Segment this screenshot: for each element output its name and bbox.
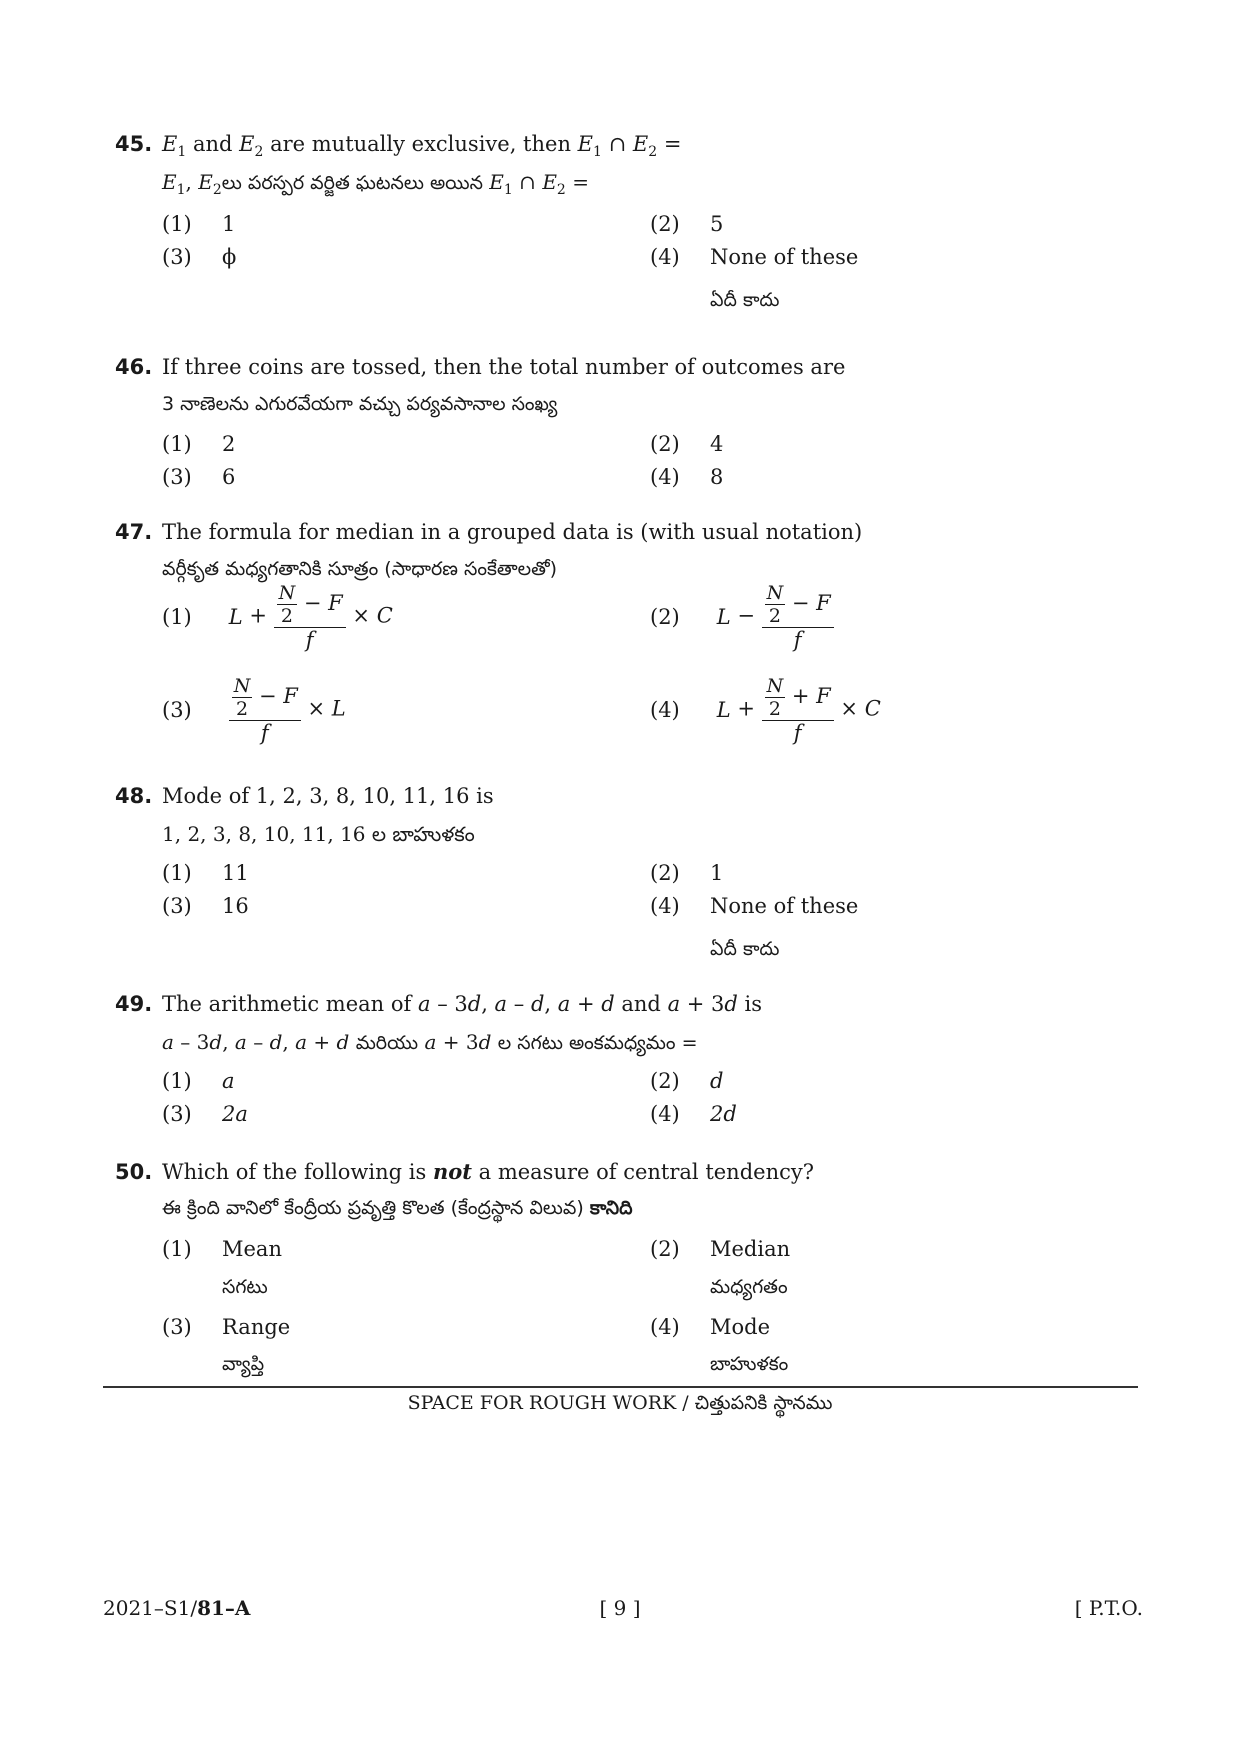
option-4-telugu: బాహుళకం [710, 1353, 789, 1375]
option-1[interactable]: (1) Mean [162, 1237, 282, 1261]
option-3[interactable]: (3) 2a [162, 1102, 248, 1126]
option-1[interactable]: (1) a [162, 1069, 235, 1093]
question-number: 45. [115, 132, 153, 156]
question-46-text: 46. If three coins are tossed, then the total number of outcomes are [115, 355, 846, 379]
question-49-text: 49. The arithmetic mean of a – 3d, a – d, a + d and a + 3d is [115, 992, 763, 1016]
page-number: [ 9 ] [599, 1596, 641, 1620]
paper-code: 2021–S1/81–A [103, 1596, 251, 1620]
option-2[interactable]: (2) Median [650, 1237, 791, 1261]
option-3[interactable]: (3) Range [162, 1315, 291, 1339]
option-4[interactable]: (4) None of these [650, 894, 859, 918]
option-2[interactable]: (2) 1 [650, 861, 724, 885]
question-number: 49. [115, 992, 153, 1016]
option-1[interactable]: (1) L + $\frac{N}{2}$ − F f × C [162, 582, 393, 652]
option-1[interactable]: (1) 11 [162, 861, 249, 885]
option-4[interactable]: (4) None of these [650, 245, 859, 269]
formula-fraction: $\frac{N}{2}$ + F f [762, 675, 834, 745]
option-2[interactable]: (2) d [650, 1069, 724, 1093]
option-3[interactable]: (3) 6 [162, 465, 236, 489]
option-4[interactable]: (4) 8 [650, 465, 724, 489]
divider-rule [103, 1386, 1138, 1388]
question-number: 50. [115, 1160, 153, 1184]
formula-fraction: $\frac{N}{2}$ − F f [274, 582, 346, 652]
option-2[interactable]: (2) 5 [650, 212, 724, 236]
question-47-text: 47. The formula for median in a grouped data is (with usual notation) [115, 520, 863, 544]
option-3[interactable]: (3) $\frac{N}{2}$ − F f × L [162, 675, 346, 745]
question-47-telugu: వర్గీకృత మధ్యగతానికి సూత్రం (సాధారణ సంకేతాలతో) [162, 558, 558, 580]
option-2[interactable]: (2) 4 [650, 432, 724, 456]
pto-label: [ P.T.O. [1074, 1596, 1143, 1620]
question-49-telugu: a – 3d, a – d, a + d మరియు a + 3d ల సగటు అంకమధ్యమం = [162, 1030, 698, 1054]
option-1[interactable]: (1) 1 [162, 212, 236, 236]
option-4-telugu: ఏదీ కాదు [710, 938, 780, 960]
question-45-text: 45. $E_1$ and $E_2$ are mutually exclusive, then $E_1$ ∩ $E_2$ = [115, 132, 682, 160]
option-2[interactable]: (2) L − $\frac{N}{2}$ − F f [650, 582, 834, 652]
option-1-telugu: సగటు [222, 1276, 268, 1298]
question-50-text: 50. Which of the following is not a measure of central tendency? [115, 1159, 814, 1184]
option-1[interactable]: (1) 2 [162, 432, 236, 456]
question-number: 48. [115, 784, 153, 808]
question-48-telugu: 1, 2, 3, 8, 10, 11, 16 ల బాహుళకం [162, 822, 475, 846]
option-4[interactable]: (4) Mode [650, 1315, 771, 1339]
option-3[interactable]: (3) 16 [162, 894, 249, 918]
question-number: 46. [115, 355, 153, 379]
formula-fraction: $\frac{N}{2}$ − F f [762, 582, 834, 652]
option-3-telugu: వ్యాప్తి [222, 1353, 265, 1375]
option-4[interactable]: (4) L + $\frac{N}{2}$ + F f × C [650, 675, 881, 745]
question-45-telugu: $E_1$, $E_2లు$ పరస్పర వర్జిత ఘటనలు అయిన $E_1$ ∩ $E_2$ = [162, 170, 589, 198]
question-50-telugu: ఈ క్రింది వానిలో కేంద్రీయ ప్రవృత్తి కొలత (కేంద్రస్థాన విలువ) కానిది [162, 1197, 633, 1219]
option-2-telugu: మధ్యగతం [710, 1276, 788, 1298]
option-4[interactable]: (4) 2d [650, 1102, 737, 1126]
formula-fraction: $\frac{N}{2}$ − F f [229, 675, 301, 745]
question-48-text: 48. Mode of 1, 2, 3, 8, 10, 11, 16 is [115, 784, 494, 808]
question-46-telugu: 3 నాణెలను ఎగురవేయగా వచ్చు పర్యవసానాల సంఖ్య [162, 393, 558, 415]
option-3[interactable]: (3) ϕ [162, 245, 237, 269]
option-4-telugu: ఏదీ కాదు [710, 289, 780, 311]
question-number: 47. [115, 520, 153, 544]
rough-work-label: SPACE FOR ROUGH WORK / చిత్తుపనికి స్థానము [407, 1392, 833, 1414]
